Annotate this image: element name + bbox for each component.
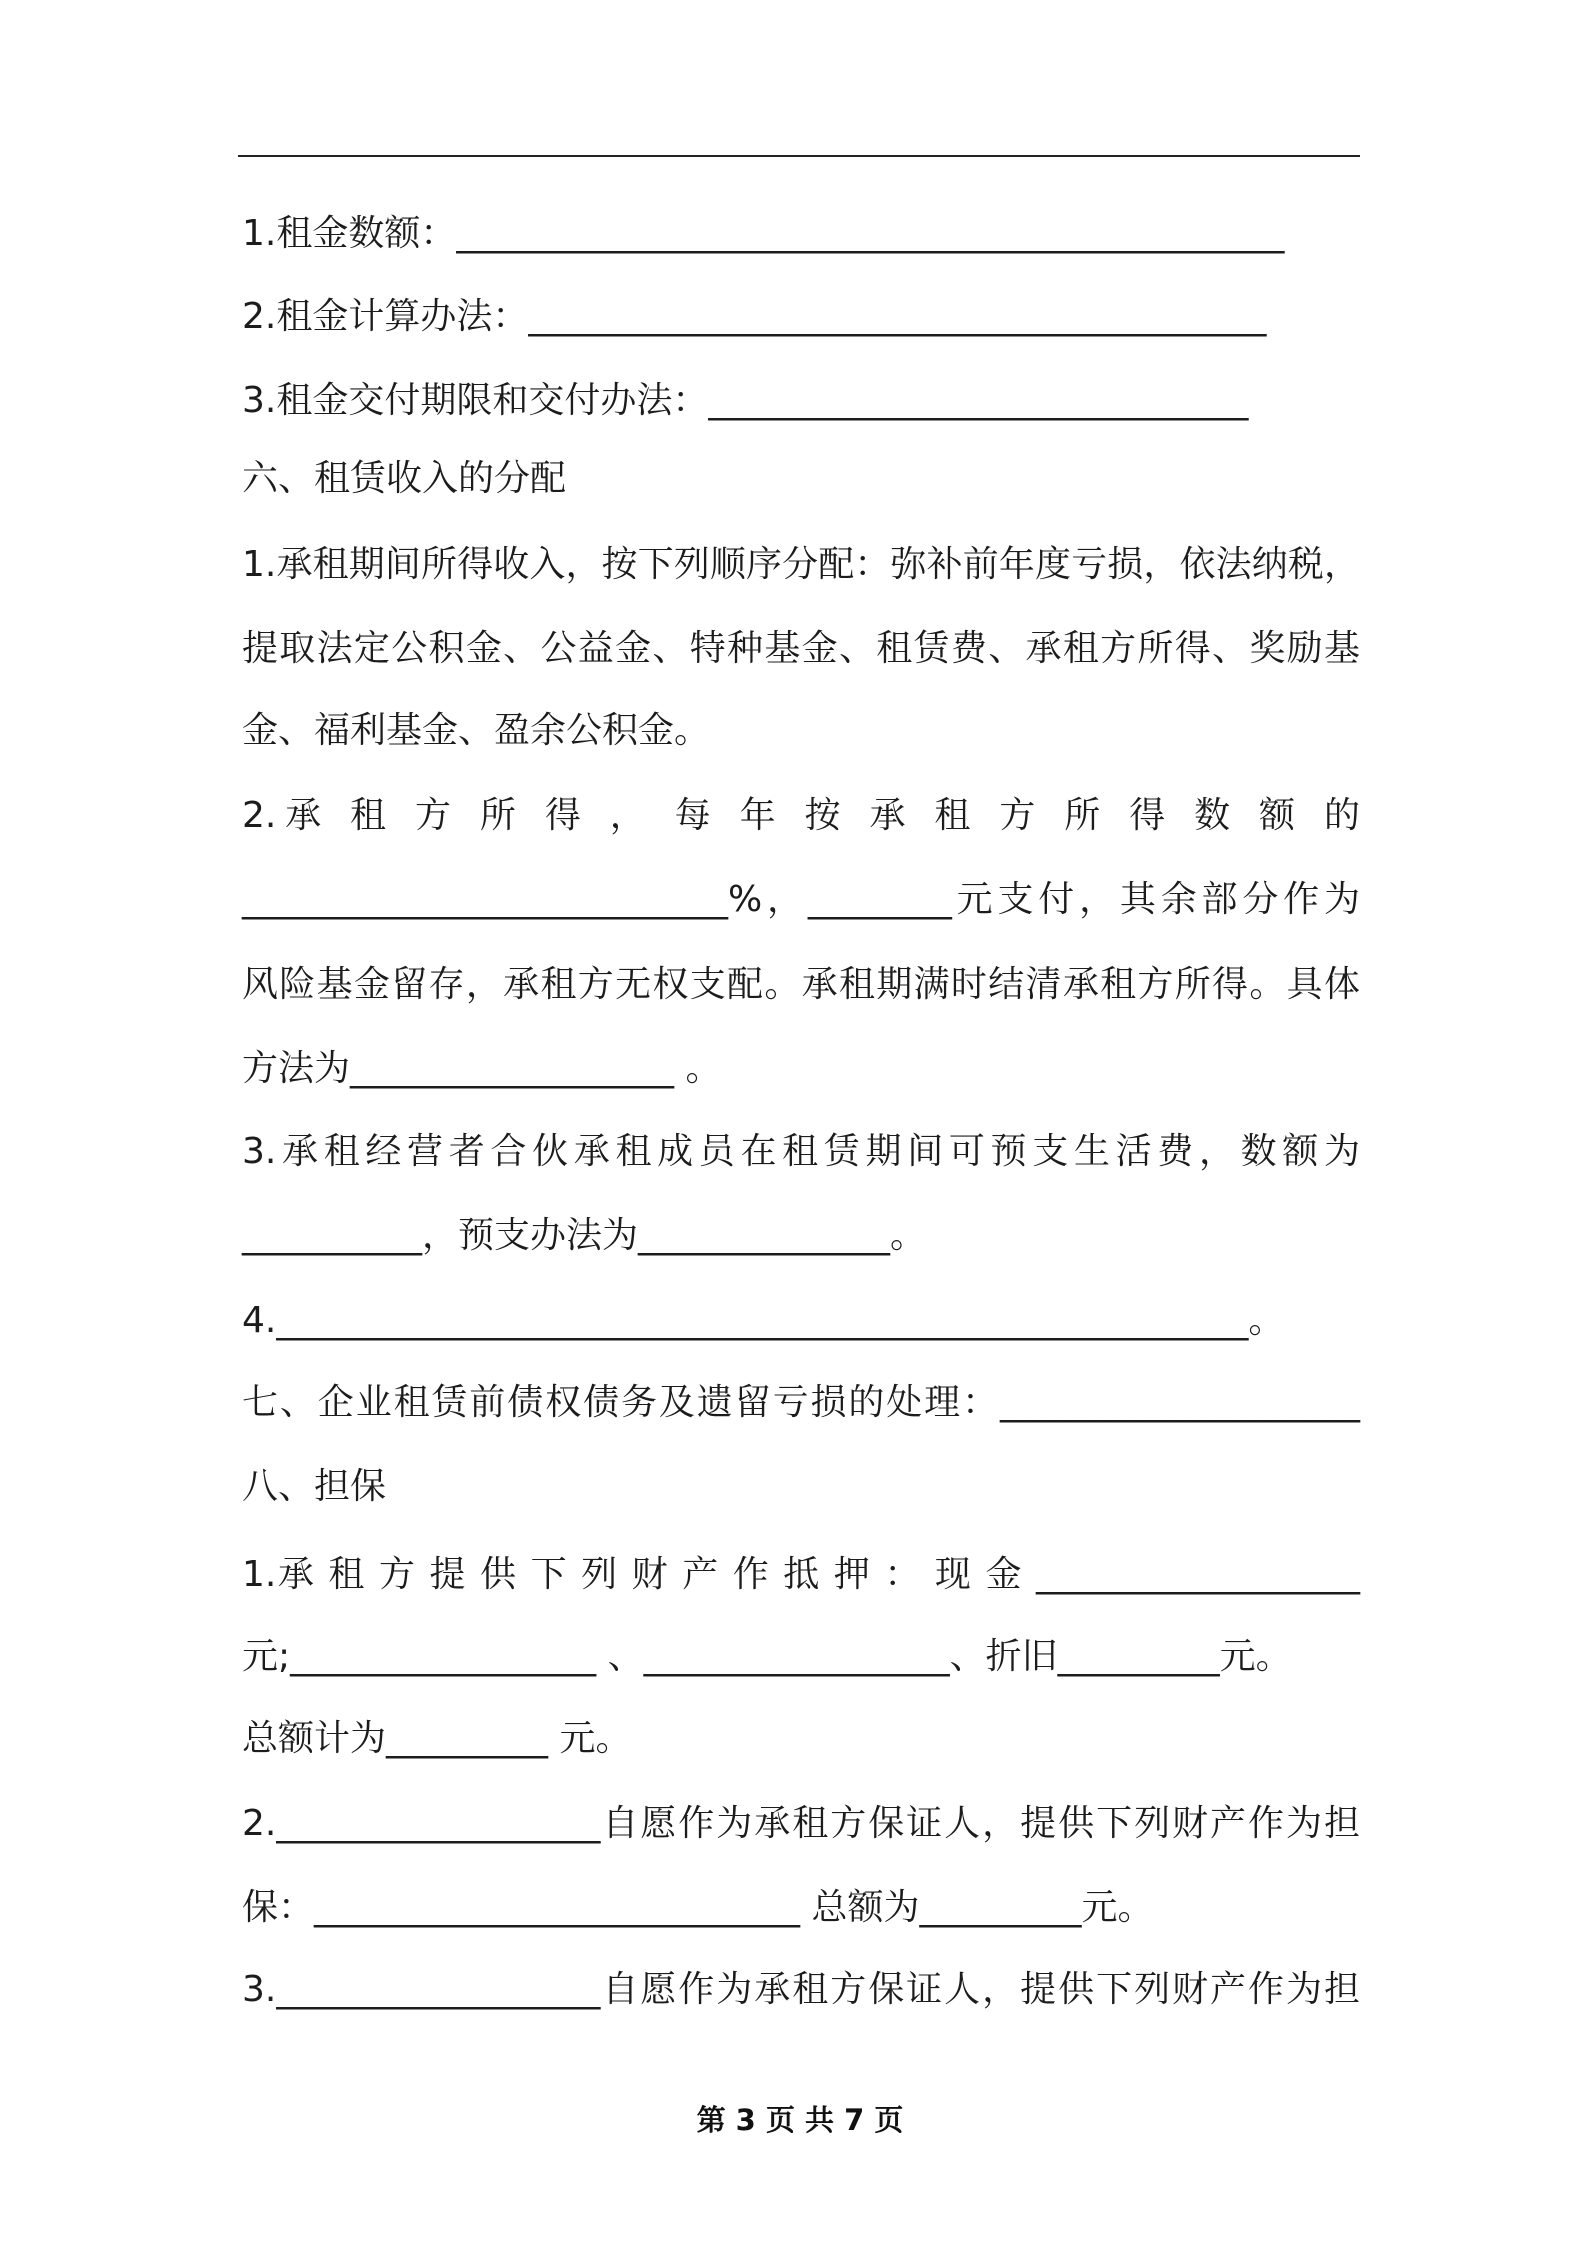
clause-line: 风险基金留存，承租方无权支配。承租期满时结清承租方所得。具体 <box>242 964 1360 1005</box>
clause-line: 3.__________________自愿作为承租方保证人，提供下列财产作为担 <box>242 1969 1360 2010</box>
header-rule <box>238 155 1360 157</box>
clause-line: 1.承 租 方 提 供 下 列 财 产 作 抵 押 ： 现 金 __________________ <box>242 1554 1360 1595</box>
section-heading-7: 七、企业租赁前债权债务及遗留亏损的处理：____________________ <box>242 1382 1360 1423</box>
page-footer: 第 3 页 共 7 页 <box>696 2103 904 2137</box>
clause-line: 2.承 租 方 所 得 ， 每 年 按 承 租 方 所 得 数 额 的 <box>242 795 1360 836</box>
clause-line: 4.______________________________________________________。 <box>242 1300 1285 1341</box>
rent-payment-terms-line: 3.租金交付期限和交付办法：______________________________ <box>242 380 1249 421</box>
rent-calculation-line: 2.租金计算办法：_________________________________________ <box>242 296 1267 337</box>
clause-line: 提取法定公积金、公益金、特种基金、租赁费、承租方所得、奖励基 <box>242 628 1360 669</box>
clause-line: ___________________________%，________元支付，其余部分作为 <box>242 879 1360 920</box>
clause-line: __________，预支办法为______________。 <box>242 1215 927 1256</box>
clause-line: 保：___________________________ 总额为_________元。 <box>242 1887 1154 1928</box>
section-heading-6: 六、租赁收入的分配 <box>242 458 567 499</box>
clause-line: 1.承租期间所得收入，按下列顺序分配：弥补前年度亏损，依法纳税， <box>242 544 1360 585</box>
clause-line: 2.__________________自愿作为承租方保证人，提供下列财产作为担 <box>242 1803 1360 1844</box>
clause-line: 3.承租经营者合伙承租成员在租赁期间可预支生活费，数额为 <box>242 1131 1360 1172</box>
clause-line: 总额计为_________ 元。 <box>242 1718 632 1759</box>
clause-line: 方法为__________________ 。 <box>242 1048 722 1089</box>
clause-line: 元;_________________ 、_________________、折旧_________元。 <box>242 1636 1292 1677</box>
clause-line: 金、福利基金、盈余公积金。 <box>242 710 711 751</box>
section-heading-8: 八、担保 <box>242 1466 387 1507</box>
rent-amount-line: 1.租金数额：______________________________________________ <box>242 213 1285 254</box>
